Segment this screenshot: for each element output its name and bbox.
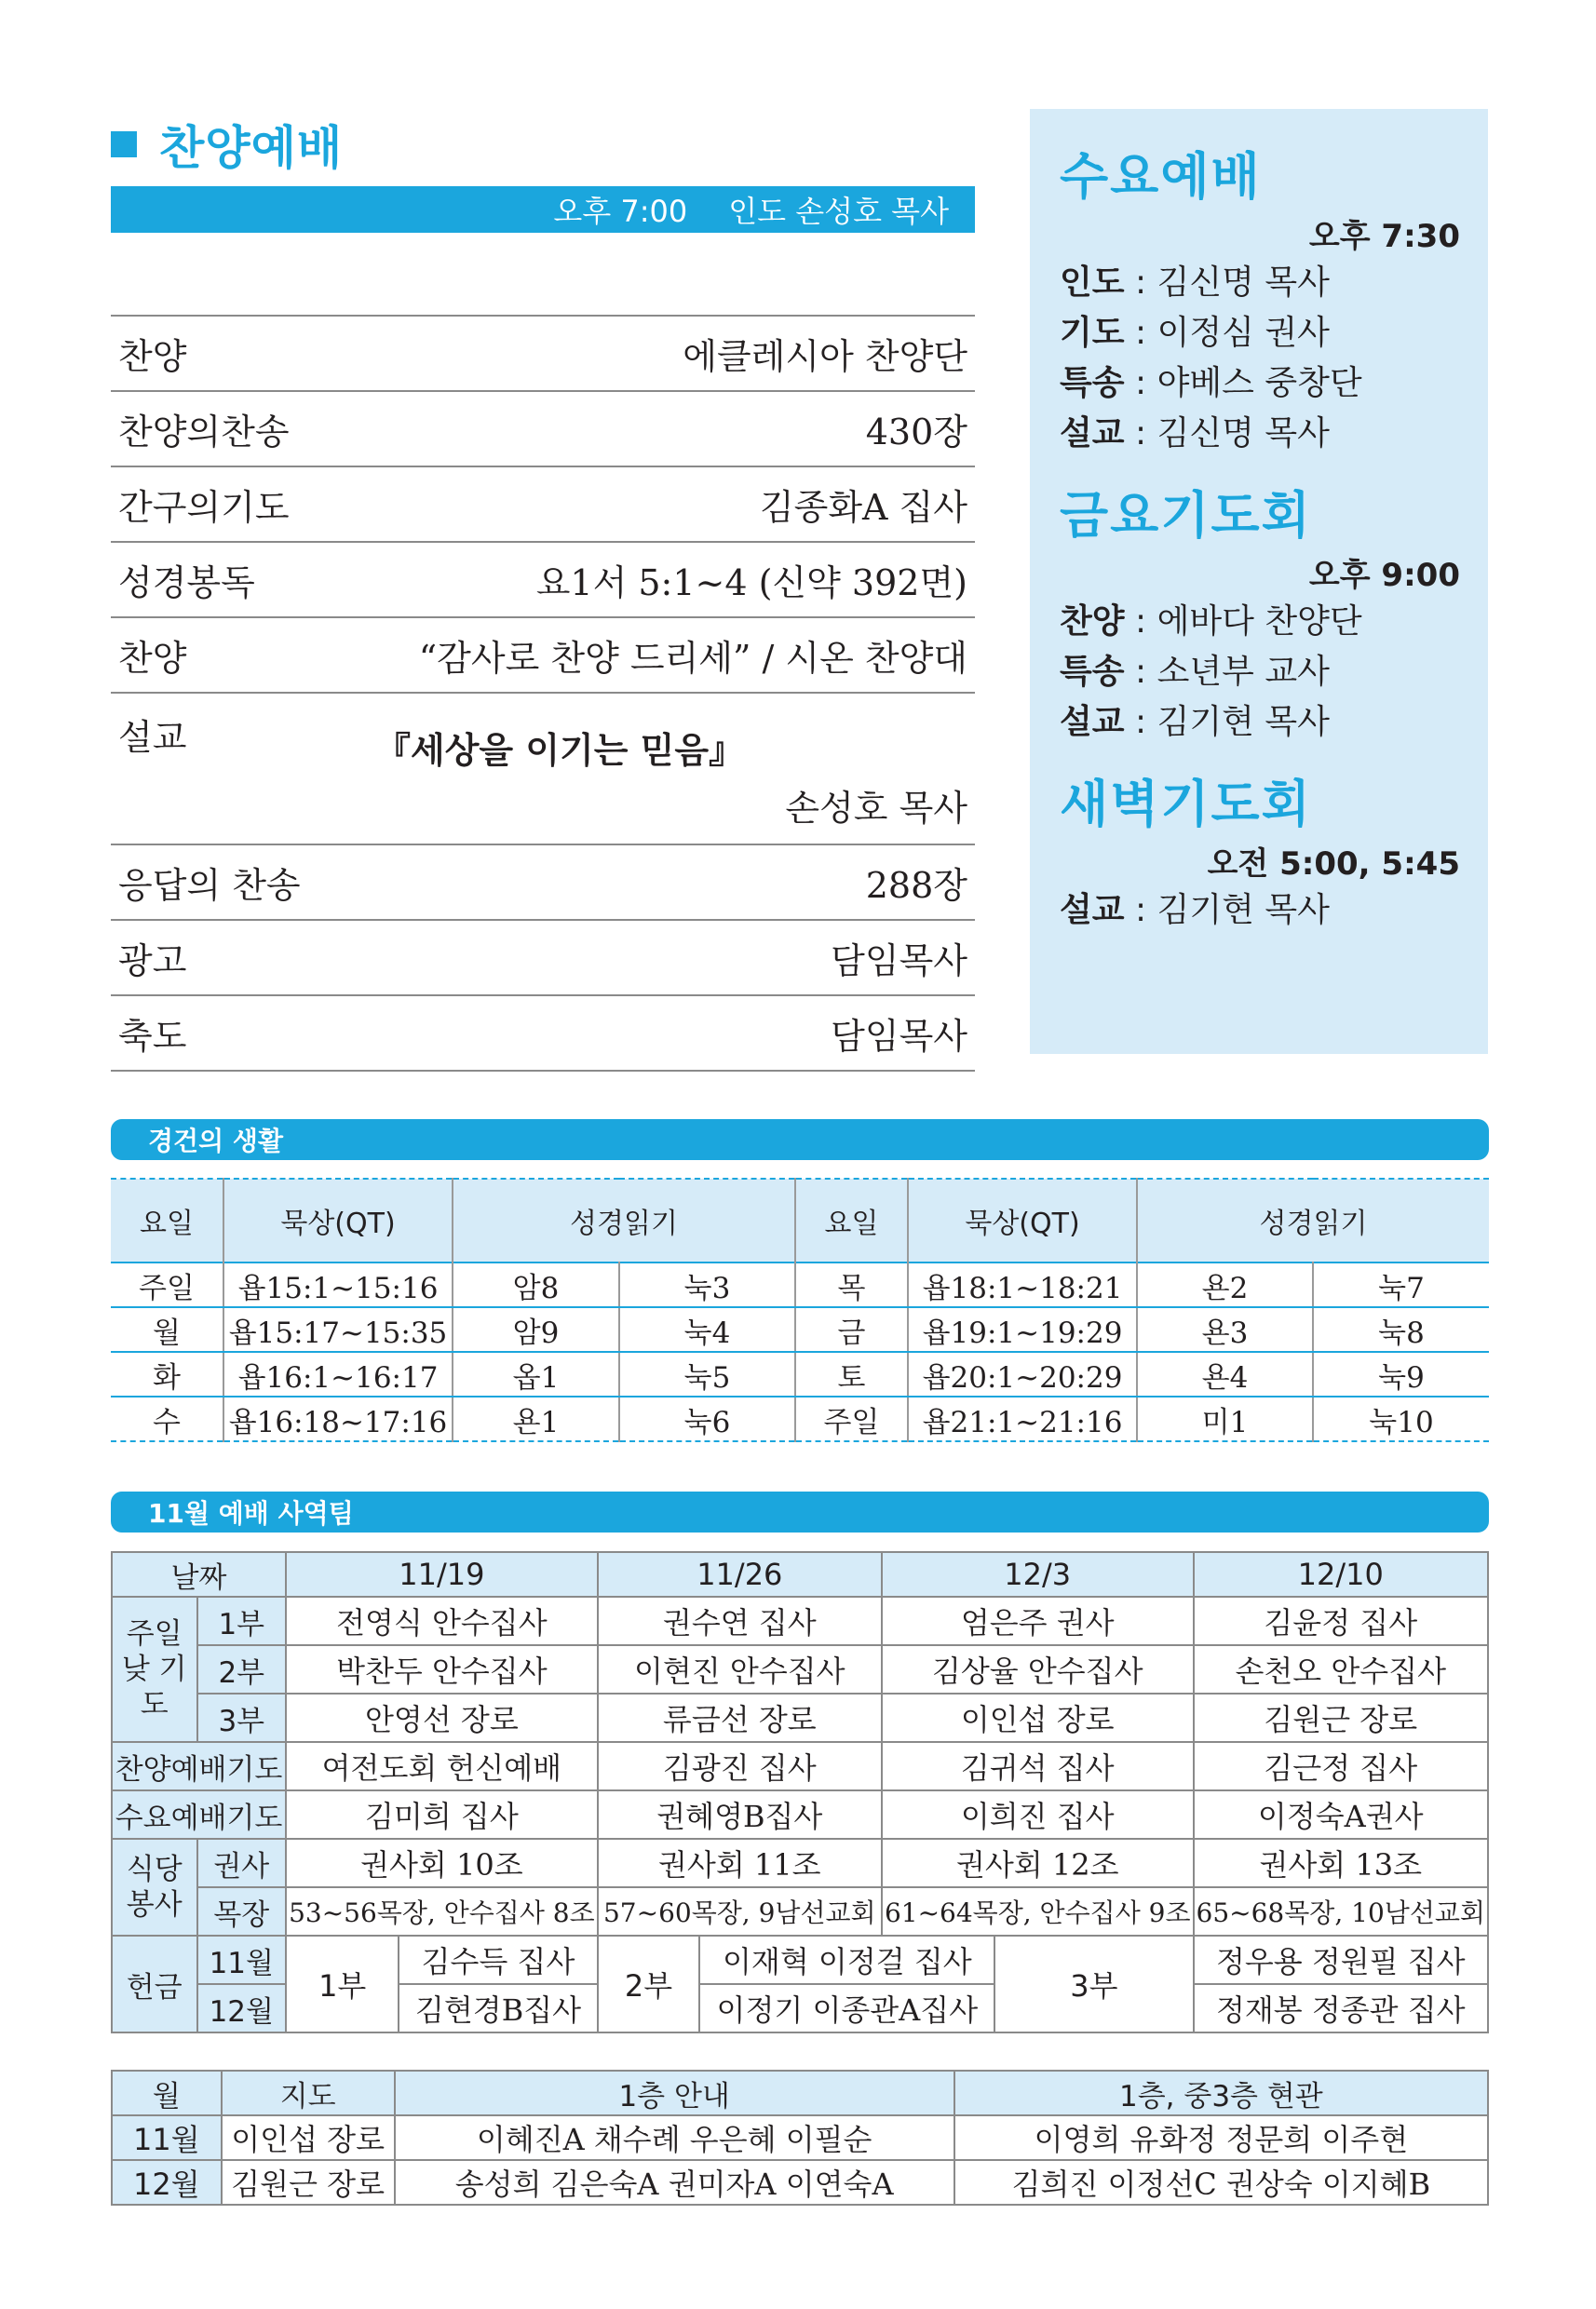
wk-sep: : (1124, 414, 1157, 452)
wk-value: 에바다 찬양단 (1156, 602, 1362, 641)
order-label: 찬양 (118, 638, 187, 679)
wk-value: 이정심 권사 (1156, 314, 1330, 352)
order-row (111, 392, 975, 467)
wk-value: 김기현 목사 (1156, 703, 1330, 741)
order-row (111, 921, 975, 996)
table-row (112, 2115, 1488, 2160)
col-month: 월 (112, 2071, 222, 2115)
order-label: 광고 (118, 940, 187, 981)
role-label: 권사 (197, 1839, 287, 1887)
wk-sep: : (1124, 263, 1157, 302)
order-label: 축도 (118, 1016, 187, 1057)
name-cell: 김원근 장로 (1194, 1694, 1488, 1742)
part-label: 3부 (197, 1694, 287, 1742)
cell-qt: 욥18:1~18:21 (908, 1263, 1137, 1307)
wk-sep: : (1124, 891, 1157, 929)
cell-reading: 눅5 (619, 1352, 795, 1397)
table-row (112, 1839, 1488, 1887)
wk-key: 특송 (1060, 364, 1125, 402)
cell-day: 토 (795, 1352, 908, 1397)
name-cell: 김윤정 집사 (1194, 1597, 1488, 1645)
cell-reading: 눅9 (1313, 1352, 1489, 1397)
col-reading: 성경읽기 (1137, 1179, 1489, 1263)
wk-sep: : (1124, 653, 1157, 691)
friday-line (1060, 647, 1460, 697)
date-cell: 11/26 (598, 1552, 882, 1597)
order-value: 에클레시아 찬양단 (683, 336, 967, 377)
cell-reading: 눅10 (1313, 1397, 1489, 1441)
table-row (112, 1645, 1488, 1694)
wednesday-service-title: 수요예배 (1060, 147, 1262, 206)
name-cell: 김광진 집사 (598, 1742, 882, 1790)
devotion-header-row (111, 1179, 1489, 1263)
devotion-title: 경건의 생활 (148, 1126, 283, 1156)
cell-reading: 욘2 (1137, 1263, 1313, 1307)
cell-reading: 암8 (453, 1263, 619, 1307)
praise-prayer-label: 찬양예배기도 (112, 1742, 286, 1790)
devotion-header-bar (111, 1119, 1489, 1160)
wednesday-line (1060, 409, 1460, 459)
dawn-prayer-time: 오전 5:00, 5:45 (1207, 845, 1460, 883)
dawn-prayer-title: 새벽기도회 (1060, 775, 1312, 833)
name-cell: 이희진 집사 (882, 1790, 1194, 1839)
cell-reading: 눅4 (619, 1307, 795, 1352)
name-cell: 이현진 안수집사 (598, 1645, 882, 1694)
wednesday-line (1060, 258, 1460, 308)
col-entrance: 1층, 중3층 현관 (954, 2071, 1488, 2115)
table-row (112, 1790, 1488, 1839)
ministry-table (111, 1551, 1489, 2033)
cell-guide: 이인섭 장로 (222, 2115, 395, 2160)
name-cell: 전영식 안수집사 (286, 1597, 598, 1645)
name-cell: 김귀석 집사 (882, 1742, 1194, 1790)
table-row (111, 1352, 1489, 1397)
cell-reading: 눅7 (1313, 1263, 1489, 1307)
cell-entrance: 김희진 이정선C 권상숙 이지혜B (954, 2160, 1488, 2205)
order-label: 설교 (118, 717, 187, 758)
name-cell: 65~68목장, 10남선교회 (1194, 1887, 1488, 1936)
col-day: 요일 (111, 1179, 223, 1263)
praise-worship-info-bar (111, 186, 975, 233)
praise-worship-leader: 인도 손성호 목사 (728, 194, 949, 229)
sunday-prayer-label: 주일낮 기도 (112, 1597, 197, 1742)
col-qt: 묵상(QT) (223, 1179, 453, 1263)
name-cell: 이인섭 장로 (882, 1694, 1194, 1742)
cell-reading: 욘3 (1137, 1307, 1313, 1352)
wednesday-line (1060, 308, 1460, 358)
cell-reading: 눅8 (1313, 1307, 1489, 1352)
order-value: 288장 (865, 865, 967, 906)
order-row (111, 317, 975, 392)
cell-day: 수 (111, 1397, 223, 1441)
cell-day: 주일 (795, 1397, 908, 1441)
order-row (111, 845, 975, 921)
friday-line (1060, 597, 1460, 647)
name-cell: 정재봉 정종관 집사 (1194, 1984, 1488, 2032)
kitchen-label: 식당 봉사 (112, 1839, 197, 1936)
name-cell: 손천오 안수집사 (1194, 1645, 1488, 1694)
cell-qt: 욥15:1~15:16 (223, 1263, 453, 1307)
wednesday-service-time: 오후 7:30 (1308, 218, 1460, 255)
cell-qt: 욥16:1~16:17 (223, 1352, 453, 1397)
order-value: 담임목사 (831, 940, 967, 981)
cell-qt: 욥20:1~20:29 (908, 1352, 1137, 1397)
wk-value: 김신명 목사 (1156, 263, 1330, 302)
table-row (112, 1694, 1488, 1742)
date-cell: 12/10 (1194, 1552, 1488, 1597)
devotion-table (111, 1178, 1489, 1442)
part-label: 2부 (197, 1645, 287, 1694)
order-row-sermon (111, 694, 975, 845)
friday-prayer-title: 금요기도회 (1060, 486, 1312, 545)
dawn-line (1060, 885, 1460, 936)
order-label: 찬양 (118, 336, 187, 377)
name-cell: 이정숙A권사 (1194, 1790, 1488, 1839)
cell-reading: 미1 (1137, 1397, 1313, 1441)
name-cell: 김현경B집사 (399, 1984, 597, 2032)
name-cell: 권수연 집사 (598, 1597, 882, 1645)
cell-month: 12월 (112, 2160, 222, 2205)
praise-worship-section (111, 112, 975, 1072)
order-label: 성경봉독 (118, 562, 255, 603)
worship-order-list (111, 315, 975, 1072)
col-qt: 묵상(QT) (908, 1179, 1137, 1263)
name-cell: 엄은주 권사 (882, 1597, 1194, 1645)
ministry-title: 11월 예배 사역팀 (148, 1498, 354, 1529)
cell-floor1: 이혜진A 채수례 우은혜 이필순 (395, 2115, 954, 2160)
weekly-services-box (1030, 109, 1488, 1054)
name-cell: 권사회 10조 (286, 1839, 598, 1887)
wk-value: 김신명 목사 (1156, 414, 1330, 452)
table-row (112, 1887, 1488, 1936)
name-cell: 권사회 13조 (1194, 1839, 1488, 1887)
wk-sep: : (1124, 314, 1157, 352)
praise-worship-time: 오후 7:00 (553, 194, 688, 229)
wk-sep: : (1124, 602, 1157, 641)
ministry-date-row (112, 1552, 1488, 1597)
cell-reading: 욘4 (1137, 1352, 1313, 1397)
offering-part: 2부 (598, 1936, 700, 2032)
cell-reading: 암9 (453, 1307, 619, 1352)
cell-reading: 욘1 (453, 1397, 619, 1441)
cell-reading: 눅6 (619, 1397, 795, 1441)
order-value: 요1서 5:1~4 (신약 392면) (535, 562, 967, 603)
cell-day: 주일 (111, 1263, 223, 1307)
col-floor1: 1층 안내 (395, 2071, 954, 2115)
offering-label: 헌금 (112, 1936, 197, 2032)
order-label: 간구의기도 (118, 487, 290, 528)
cell-reading: 눅3 (619, 1263, 795, 1307)
name-cell: 류금선 장로 (598, 1694, 882, 1742)
cell-day: 월 (111, 1307, 223, 1352)
usher-header-row (112, 2071, 1488, 2115)
wk-key: 설교 (1060, 414, 1125, 452)
friday-line (1060, 697, 1460, 748)
col-guide: 지도 (222, 2071, 395, 2115)
col-reading: 성경읽기 (453, 1179, 795, 1263)
table-row (111, 1263, 1489, 1307)
cell-qt: 욥21:1~21:16 (908, 1397, 1137, 1441)
order-value: 손성호 목사 (785, 788, 967, 829)
order-row (111, 467, 975, 543)
cell-qt: 욥16:18~17:16 (223, 1397, 453, 1441)
name-cell: 61~64목장, 안수집사 9조 (882, 1887, 1194, 1936)
date-label: 날짜 (112, 1552, 286, 1597)
wk-key: 인도 (1060, 263, 1125, 302)
month-label: 12월 (197, 1984, 287, 2032)
name-cell: 이재혁 이정걸 집사 (699, 1936, 994, 1984)
wk-key: 찬양 (1060, 602, 1125, 641)
order-label: 응답의 찬송 (118, 865, 301, 906)
date-cell: 11/19 (286, 1552, 598, 1597)
date-cell: 12/3 (882, 1552, 1194, 1597)
praise-worship-title: 찬양예배 (159, 121, 344, 175)
wk-value: 소년부 교사 (1156, 653, 1330, 691)
cell-day: 금 (795, 1307, 908, 1352)
cell-reading: 옵1 (453, 1352, 619, 1397)
cell-month: 11월 (112, 2115, 222, 2160)
cell-qt: 욥19:1~19:29 (908, 1307, 1137, 1352)
role-label: 목장 (197, 1887, 287, 1936)
order-label: 찬양의찬송 (118, 412, 290, 452)
name-cell: 권사회 12조 (882, 1839, 1194, 1887)
table-row (112, 1936, 1488, 1984)
table-row (112, 1742, 1488, 1790)
cell-qt: 욥15:17~15:35 (223, 1307, 453, 1352)
name-cell: 53~56목장, 안수집사 8조 (286, 1887, 598, 1936)
name-cell: 안영선 장로 (286, 1694, 598, 1742)
name-cell: 이정기 이종관A집사 (699, 1984, 994, 2032)
order-row (111, 618, 975, 694)
part-label: 1부 (197, 1597, 287, 1645)
wk-sep: : (1124, 364, 1157, 402)
name-cell: 정우용 정원필 집사 (1194, 1936, 1488, 1984)
wednesday-line (1060, 358, 1460, 409)
wed-prayer-label: 수요예배기도 (112, 1790, 286, 1839)
table-row (112, 2160, 1488, 2205)
table-row (112, 1597, 1488, 1645)
cell-floor1: 송성희 김은숙A 권미자A 이연숙A (395, 2160, 954, 2205)
cell-entrance: 이영희 유화정 정문희 이주현 (954, 2115, 1488, 2160)
name-cell: 김근정 집사 (1194, 1742, 1488, 1790)
order-value: 430장 (865, 412, 967, 452)
wk-sep: : (1124, 703, 1157, 741)
square-bullet-icon (111, 131, 137, 157)
cell-guide: 김원근 장로 (222, 2160, 395, 2205)
order-value: “감사로 찬양 드리세” / 시온 찬양대 (418, 638, 967, 679)
name-cell: 김상율 안수집사 (882, 1645, 1194, 1694)
wk-value: 김기현 목사 (1156, 891, 1330, 929)
name-cell: 57~60목장, 9남선교회 (598, 1887, 882, 1936)
praise-worship-header (111, 112, 975, 177)
table-row (111, 1397, 1489, 1441)
wk-key: 설교 (1060, 891, 1125, 929)
name-cell: 김미희 집사 (286, 1790, 598, 1839)
month-label: 11월 (197, 1936, 287, 1984)
name-cell: 김수득 집사 (399, 1936, 597, 1984)
wk-key: 특송 (1060, 653, 1125, 691)
name-cell: 권사회 11조 (598, 1839, 882, 1887)
name-cell: 여전도회 헌신예배 (286, 1742, 598, 1790)
ministry-header-bar (111, 1492, 1489, 1533)
order-value: 담임목사 (831, 1016, 967, 1057)
name-cell: 권혜영B집사 (598, 1790, 882, 1839)
order-value: 김종화A 집사 (759, 487, 967, 528)
wk-key: 설교 (1060, 703, 1125, 741)
usher-table (111, 2070, 1489, 2206)
cell-day: 화 (111, 1352, 223, 1397)
order-row (111, 996, 975, 1072)
name-cell: 박찬두 안수집사 (286, 1645, 598, 1694)
offering-part: 1부 (286, 1936, 399, 2032)
wk-key: 기도 (1060, 314, 1125, 352)
order-row (111, 543, 975, 618)
friday-prayer-time: 오후 9:00 (1308, 557, 1460, 594)
wk-value: 야베스 중창단 (1156, 364, 1362, 402)
col-day: 요일 (795, 1179, 908, 1263)
offering-part: 3부 (994, 1936, 1193, 2032)
table-row (111, 1307, 1489, 1352)
sermon-title: 『세상을 이기는 믿음』 (375, 730, 745, 771)
cell-day: 목 (795, 1263, 908, 1307)
